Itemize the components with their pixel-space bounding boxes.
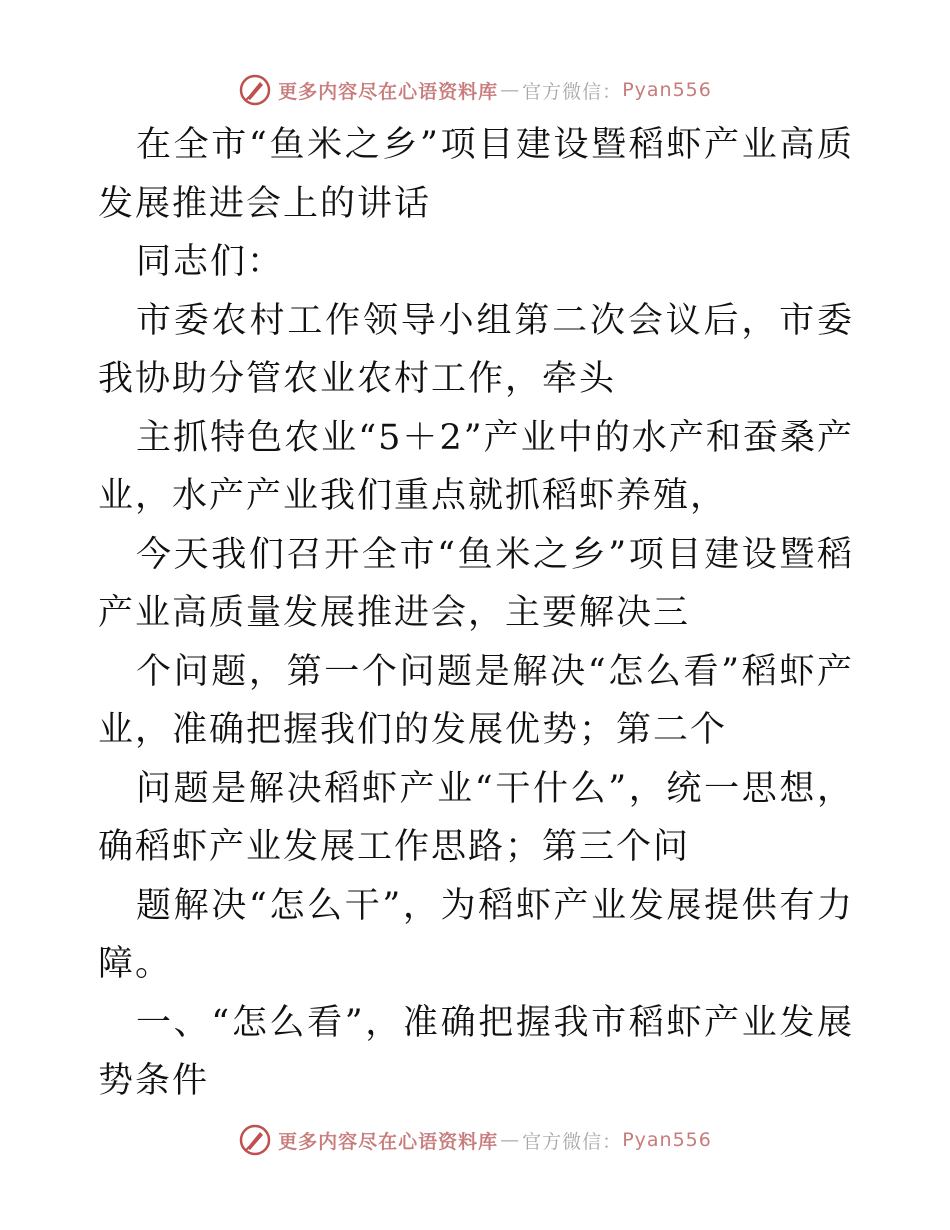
watermark-wechat-id: Pyan556: [622, 79, 712, 101]
text-line: 确稻虾产业发展工作思路；第三个问: [98, 827, 691, 867]
text-line: 问题是解决稻虾产业“干什么”，统一思想，: [136, 768, 854, 809]
text-line: 题解决“怎么干”，为稻虾产业发展提供有力: [136, 885, 854, 926]
watermark-text: [278, 1127, 712, 1154]
watermark-text: [278, 77, 712, 104]
text-line: 主抓特色农业“5＋2”产业中的水产和蚕桑产: [136, 417, 854, 458]
footer-watermark: [0, 1120, 950, 1160]
text-line: 今天我们召开全市“鱼米之乡”项目建设暨稻: [136, 534, 854, 575]
text-line: 市委农村工作领导小组第二次会议后，市委: [136, 300, 854, 341]
text-line: 产业高质量发展推进会，主要解决三: [98, 593, 691, 633]
watermark-dash: —: [500, 1129, 521, 1151]
watermark-main-text: 更多内容尽在心语资料库: [278, 1130, 499, 1153]
quill-logo-icon: [238, 73, 272, 107]
text-line: 障。: [98, 944, 173, 984]
text-line: 在全市“鱼米之乡”项目建设暨稻虾产业高质: [136, 125, 854, 165]
text-line: 势条件: [98, 1061, 210, 1101]
text-line: 一、“怎么看”，准确把握我市稻虾产业发展: [136, 1002, 854, 1043]
text-line: 业，准确把握我们的发展优势；第二个: [98, 710, 728, 750]
document-body: [98, 116, 854, 1111]
header-watermark: [0, 70, 950, 110]
text-line: 我协助分管农业农村工作，牵头: [98, 359, 617, 399]
watermark-dash: —: [500, 79, 521, 101]
watermark-main-text: 更多内容尽在心语资料库: [278, 80, 499, 103]
text-line: 个问题，第一个问题是解决“怎么看”稻虾产: [136, 651, 854, 692]
text-line: 同志们：: [136, 242, 285, 282]
text-line: 发展推进会上的讲话: [98, 183, 432, 224]
quill-logo-icon: [238, 1123, 272, 1157]
watermark-wechat-id: Pyan556: [622, 1129, 712, 1151]
watermark-label: 官方微信：: [522, 80, 623, 103]
text-line: 业，水产产业我们重点就抓稻虾养殖，: [98, 476, 728, 516]
watermark-label: 官方微信：: [522, 1130, 623, 1153]
